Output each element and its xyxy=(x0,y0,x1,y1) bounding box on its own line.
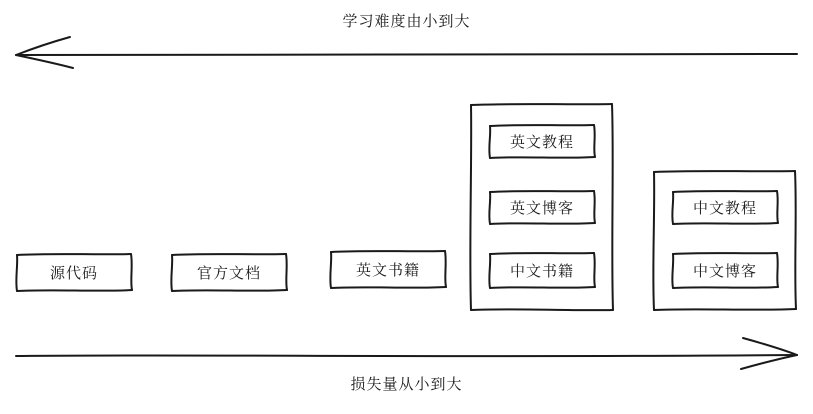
node-english-blog[interactable] xyxy=(489,190,595,224)
node-chinese-blog[interactable] xyxy=(672,252,778,288)
node-label-chinese-tutorial: 中文教程 xyxy=(692,198,757,217)
node-label-english-tutorial: 英文教程 xyxy=(509,132,574,151)
node-english-tutorial[interactable] xyxy=(489,124,595,158)
bottom-axis-label: 损失量从小到大 xyxy=(350,375,463,393)
top-axis-label: 学习难度由小到大 xyxy=(342,12,471,30)
node-chinese-books[interactable] xyxy=(489,252,595,288)
node-english-books[interactable] xyxy=(330,250,446,288)
node-label-english-books: 英文书籍 xyxy=(355,260,420,279)
node-label-chinese-blog: 中文博客 xyxy=(692,261,757,280)
bottom-arrow-icon xyxy=(16,338,797,369)
node-label-official-docs: 官方文档 xyxy=(196,263,261,282)
node-label-english-blog: 英文博客 xyxy=(509,198,574,217)
node-source-code[interactable] xyxy=(16,253,132,291)
node-chinese-tutorial[interactable] xyxy=(672,190,778,224)
node-label-source-code: 源代码 xyxy=(49,263,98,282)
top-arrow-icon xyxy=(16,37,797,68)
node-official-docs[interactable] xyxy=(171,253,287,291)
node-label-chinese-books: 中文书籍 xyxy=(509,261,574,280)
